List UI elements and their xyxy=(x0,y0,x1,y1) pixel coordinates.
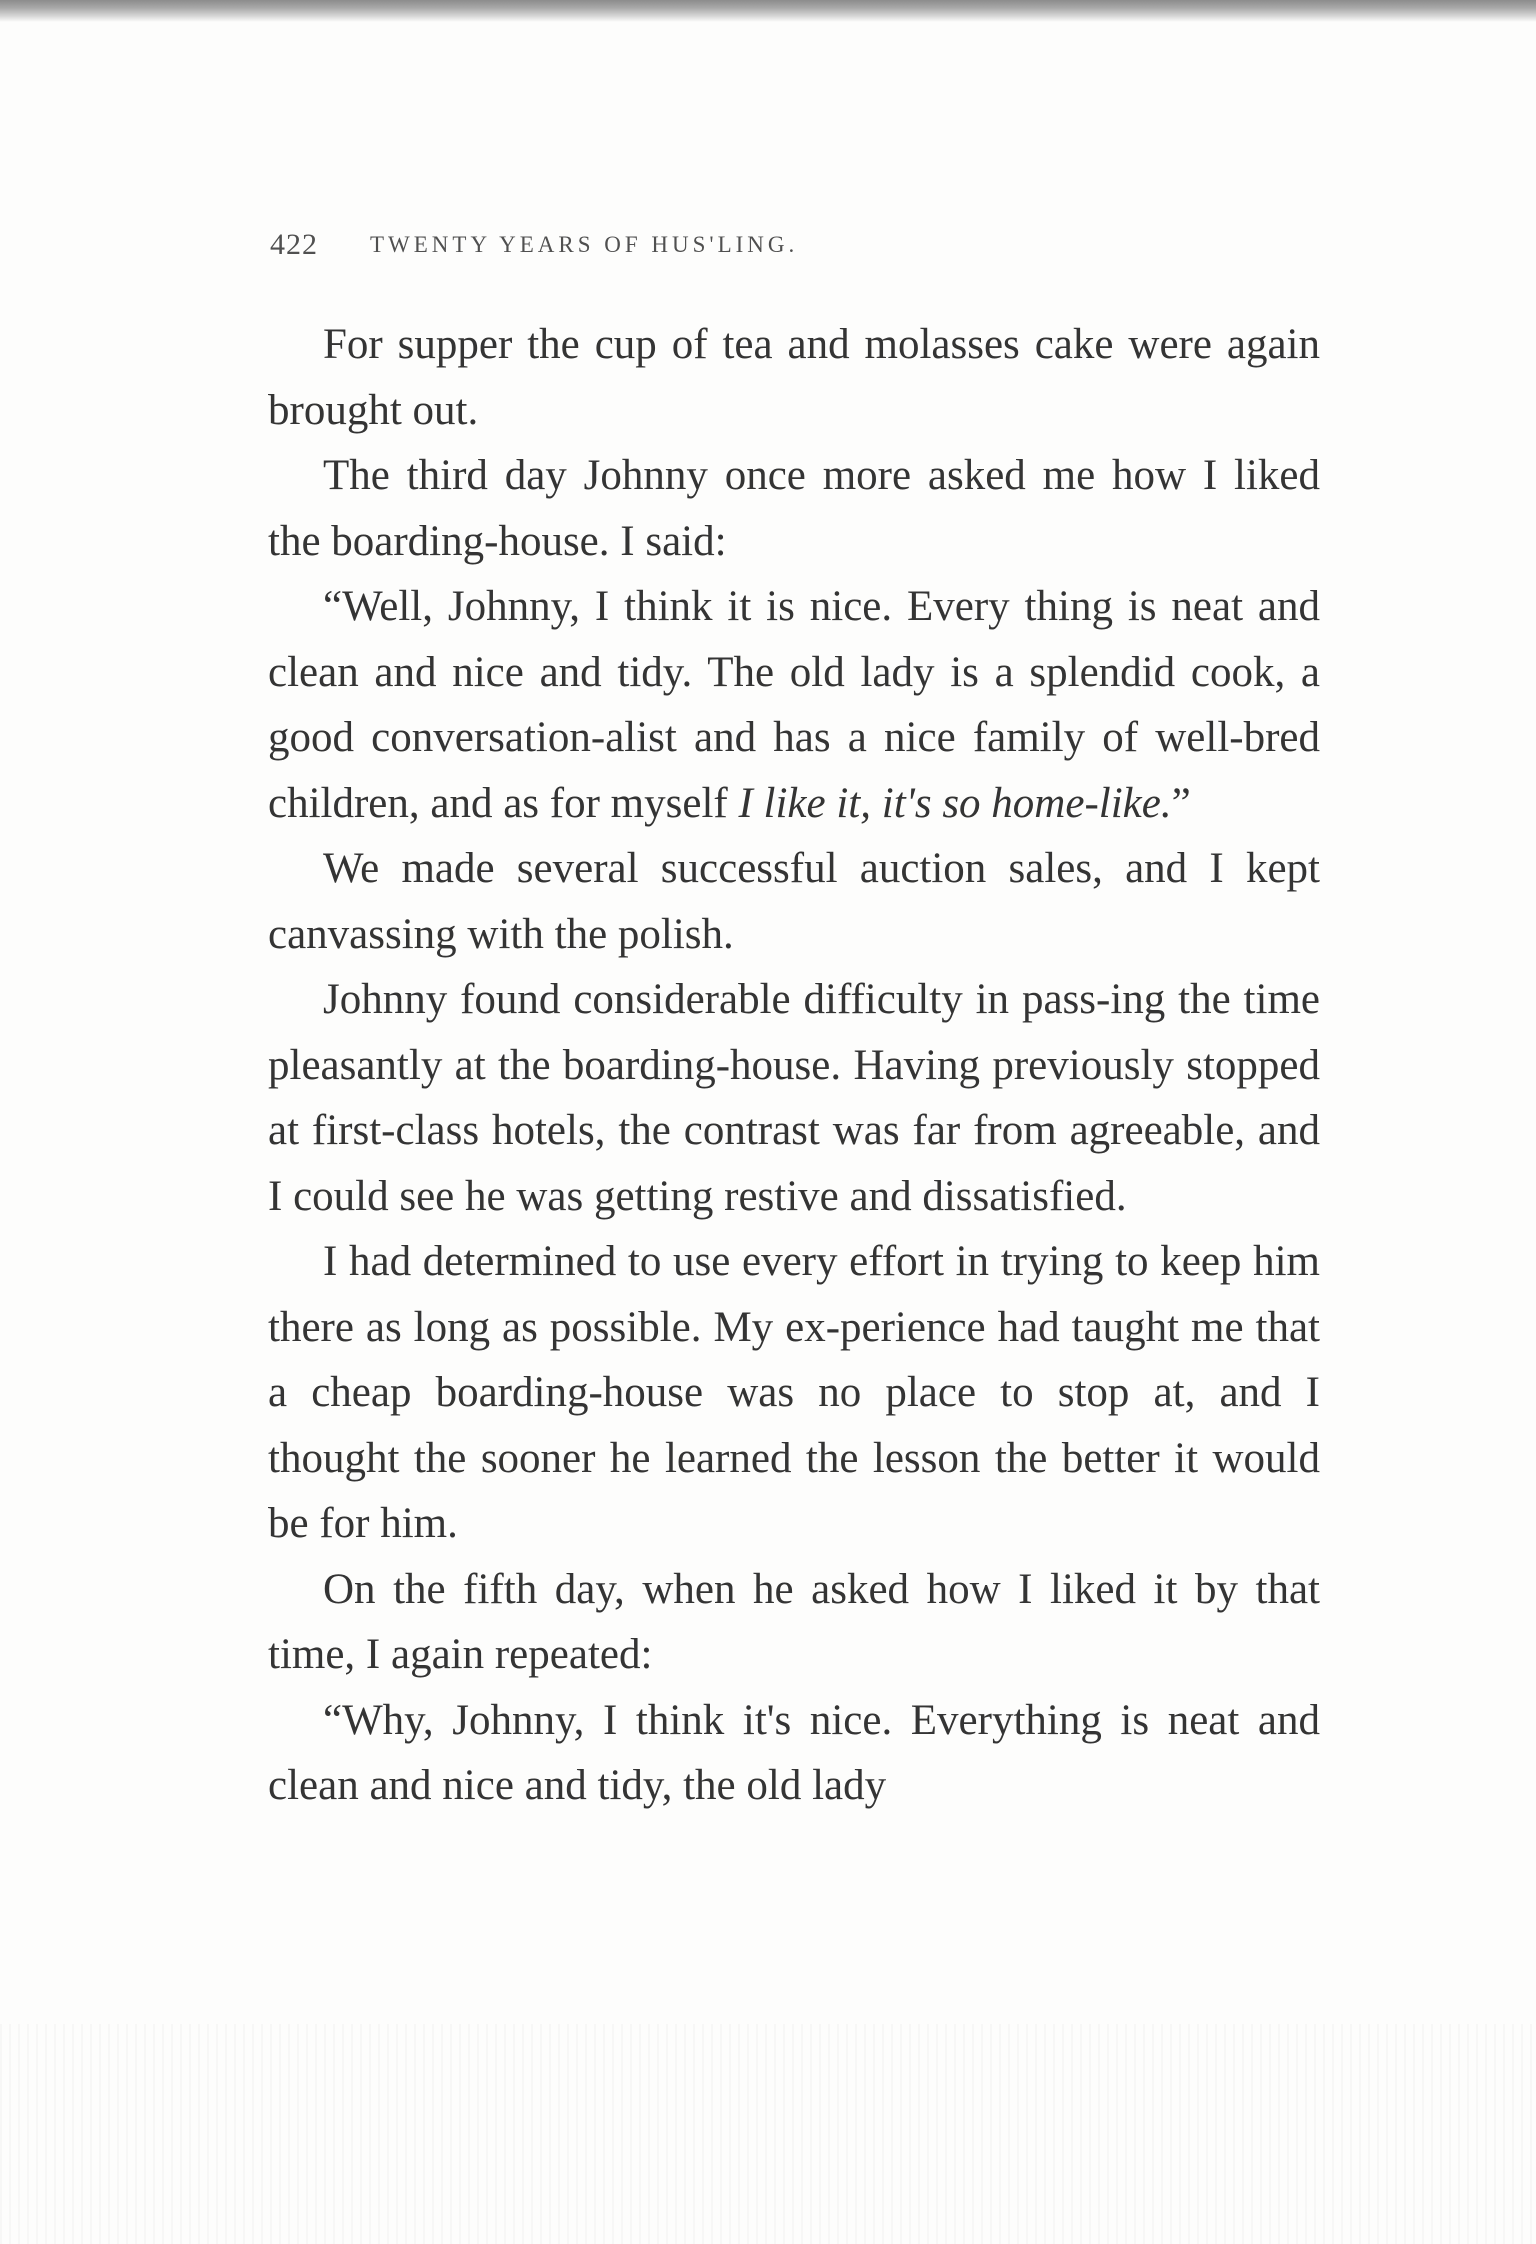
paper-speckle xyxy=(0,2024,1536,2244)
page-header xyxy=(270,228,1320,268)
paragraph-7: On the fifth day, when he asked how I liked it by that time, I again repeated: xyxy=(268,1565,1320,1678)
page-number: 422 xyxy=(270,228,318,261)
body-text xyxy=(268,312,1320,1819)
paragraph-1: For supper the cup of tea and molasses cake were again brought out. xyxy=(268,321,1320,434)
paragraph-8: “Why, Johnny, I think it's nice. Everything is neat and clean and nice and tidy, the old lady xyxy=(268,1696,1320,1809)
paragraph-4: We made several successful auction sales, and I kept canvassing with the polish. xyxy=(268,845,1320,958)
paragraph-2: The third day Johnny once more asked me how I liked the boarding-house. I said: xyxy=(268,452,1320,565)
running-title: TWENTY YEARS OF HUS'LING. xyxy=(370,232,799,257)
paragraph-5: Johnny found considerable difficulty in pass-ing the time pleasantly at the boarding-house. Having previously stopped at first-class hotels, the contrast was far from agreeable, and I could see he was getting restive and dissatisfied. xyxy=(268,976,1320,1220)
paragraph-6: I had determined to use every effort in trying to keep him there as long as possible. My ex-perience had taught me that a cheap boarding-house was no place to stop at, and I thought the sooner he learned the lesson the better it would be for him. xyxy=(268,1238,1320,1547)
paragraph-3-emphasis: I like it, it's so home-like. xyxy=(738,779,1172,827)
page-top-edge xyxy=(0,0,1536,22)
paragraph-3 xyxy=(268,574,1320,836)
paragraph-3-text: “Well, Johnny, I think it is nice. Every thing is neat and clean and nice and tidy. The old lady is a splendid cook, a good conversation-alist and has a nice family of well-bred children, and as for myself xyxy=(268,583,1320,827)
paragraph-3-close-quote: ” xyxy=(1171,779,1191,827)
